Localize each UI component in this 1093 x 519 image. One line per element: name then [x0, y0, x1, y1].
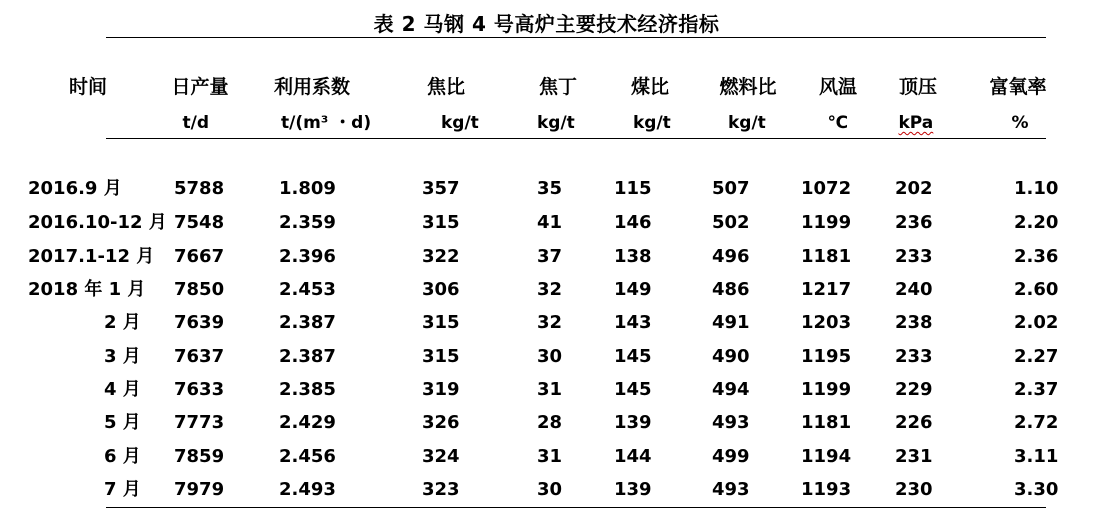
table-cell: 2.456 [279, 446, 336, 467]
table-cell: 1181 [801, 412, 852, 433]
table-cell: 229 [895, 379, 933, 400]
header-coke-ratio: 焦比 [427, 76, 466, 98]
header-coal-ratio: 煤比 [631, 76, 670, 98]
header-time: 时间 [69, 76, 108, 98]
unit-oxygen-rate: % [1011, 113, 1029, 133]
table-cell: 139 [614, 479, 652, 500]
table-cell: 31 [537, 379, 563, 400]
table-header-rule [106, 138, 1046, 139]
table-cell: 2.72 [1014, 412, 1059, 433]
table-cell: 486 [712, 279, 750, 300]
table-cell: 324 [422, 446, 460, 467]
table-cell: 2.387 [279, 346, 336, 367]
table-cell: 30 [537, 346, 563, 367]
table-cell: 1217 [801, 279, 852, 300]
unit-daily-output: t/d [182, 113, 210, 133]
table-cell: 496 [712, 246, 750, 267]
row-label: 2018 年 1 月 [28, 279, 146, 300]
table-cell: 319 [422, 379, 460, 400]
table-cell: 233 [895, 246, 933, 267]
table-cell: 315 [422, 312, 460, 333]
table-cell: 7548 [174, 212, 225, 233]
table-cell: 2.493 [279, 479, 336, 500]
table-cell: 7639 [174, 312, 225, 333]
table-cell: 32 [537, 279, 563, 300]
table-cell: 2.20 [1014, 212, 1059, 233]
table-cell: 240 [895, 279, 933, 300]
table-cell: 1195 [801, 346, 852, 367]
table-cell: 145 [614, 346, 652, 367]
table-cell: 7850 [174, 279, 225, 300]
table-cell: 502 [712, 212, 750, 233]
table-cell: 236 [895, 212, 933, 233]
unit-nut-coke: kg/t [537, 113, 575, 133]
table-cell: 7979 [174, 479, 225, 500]
table-cell: 357 [422, 178, 460, 199]
header-nut-coke: 焦丁 [539, 76, 578, 98]
table-cell: 1193 [801, 479, 852, 500]
table-cell: 2.60 [1014, 279, 1059, 300]
table-cell: 7633 [174, 379, 225, 400]
table-cell: 1203 [801, 312, 852, 333]
table-cell: 138 [614, 246, 652, 267]
table-cell: 7667 [174, 246, 225, 267]
table-cell: 115 [614, 178, 652, 199]
table-cell: 2.453 [279, 279, 336, 300]
unit-coke-ratio: kg/t [441, 113, 479, 133]
table-cell: 1199 [801, 379, 852, 400]
table-cell: 1.809 [279, 178, 336, 199]
table-cell: 1199 [801, 212, 852, 233]
table-cell: 490 [712, 346, 750, 367]
table-cell: 2.02 [1014, 312, 1059, 333]
table-bottom-rule [106, 507, 1046, 508]
table-cell: 37 [537, 246, 563, 267]
unit-top-pressure: kPa [898, 113, 934, 133]
table-cell: 315 [422, 212, 460, 233]
table-cell: 499 [712, 446, 750, 467]
table-cell: 233 [895, 346, 933, 367]
row-label: 4 月 [104, 379, 141, 400]
table-cell: 32 [537, 312, 563, 333]
table-cell: 1181 [801, 246, 852, 267]
table-cell: 493 [712, 412, 750, 433]
header-daily-output: 日产量 [171, 76, 229, 98]
unit-blast-temp: ℃ [827, 113, 849, 133]
table-cell: 323 [422, 479, 460, 500]
table-cell: 7637 [174, 346, 225, 367]
table-cell: 507 [712, 178, 750, 199]
header-utilization: 利用系数 [274, 76, 351, 98]
table-cell: 493 [712, 479, 750, 500]
row-label: 2016.10-12 月 [28, 212, 167, 233]
table-cell: 231 [895, 446, 933, 467]
row-label: 2 月 [104, 312, 141, 333]
table-cell: 31 [537, 446, 563, 467]
table-cell: 7859 [174, 446, 225, 467]
row-label: 2017.1-12 月 [28, 246, 155, 267]
table-cell: 7773 [174, 412, 225, 433]
row-label: 5 月 [104, 412, 141, 433]
header-blast-temp: 风温 [819, 76, 858, 98]
row-label: 7 月 [104, 479, 141, 500]
table-cell: 1.10 [1014, 178, 1059, 199]
table-cell: 315 [422, 346, 460, 367]
table-cell: 30 [537, 479, 563, 500]
table-cell: 5788 [174, 178, 225, 199]
table-cell: 146 [614, 212, 652, 233]
unit-fuel-ratio: kg/t [728, 113, 766, 133]
row-label: 6 月 [104, 446, 141, 467]
table-cell: 2.396 [279, 246, 336, 267]
table-cell: 3.11 [1014, 446, 1059, 467]
table-cell: 202 [895, 178, 933, 199]
table-cell: 226 [895, 412, 933, 433]
table-cell: 2.36 [1014, 246, 1059, 267]
unit-coal-ratio: kg/t [633, 113, 671, 133]
table-cell: 28 [537, 412, 563, 433]
table-cell: 2.385 [279, 379, 336, 400]
table-title: 表 2 马钢 4 号高炉主要技术经济指标 [373, 12, 720, 36]
table-cell: 1072 [801, 178, 852, 199]
table-cell: 41 [537, 212, 563, 233]
table-cell: 139 [614, 412, 652, 433]
table-cell: 491 [712, 312, 750, 333]
table-cell: 322 [422, 246, 460, 267]
unit-utilization: t/(m³ ・d) [281, 113, 372, 133]
header-fuel-ratio: 燃料比 [719, 76, 777, 98]
table-cell: 2.359 [279, 212, 336, 233]
header-oxygen-rate: 富氧率 [989, 76, 1047, 98]
table-cell: 238 [895, 312, 933, 333]
table-top-rule [106, 37, 1046, 38]
table-cell: 230 [895, 479, 933, 500]
table-cell: 35 [537, 178, 563, 199]
table-cell: 306 [422, 279, 460, 300]
table-cell: 2.387 [279, 312, 336, 333]
row-label: 3 月 [104, 346, 141, 367]
table-cell: 2.429 [279, 412, 336, 433]
table-cell: 2.27 [1014, 346, 1059, 367]
table-cell: 145 [614, 379, 652, 400]
table-cell: 143 [614, 312, 652, 333]
row-label: 2016.9 月 [28, 178, 122, 199]
table-cell: 144 [614, 446, 652, 467]
table-cell: 326 [422, 412, 460, 433]
header-top-pressure: 顶压 [899, 76, 938, 98]
table-cell: 1194 [801, 446, 852, 467]
table-cell: 149 [614, 279, 652, 300]
table-cell: 494 [712, 379, 750, 400]
table-cell: 3.30 [1014, 479, 1059, 500]
table-cell: 2.37 [1014, 379, 1059, 400]
